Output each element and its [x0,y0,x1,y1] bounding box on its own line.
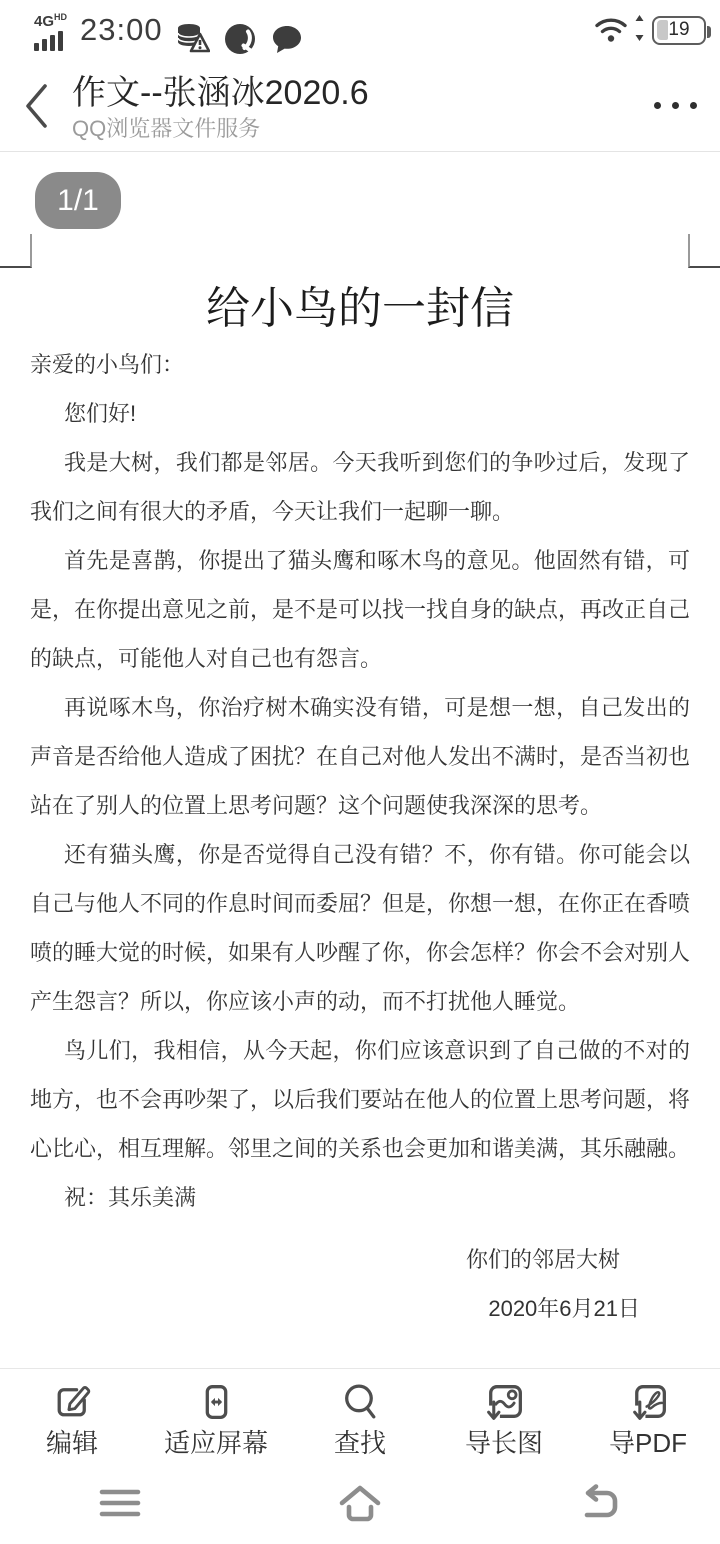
essay-title: 给小鸟的一封信 [206,284,514,333]
wifi-traffic-arrows-icon [634,13,645,47]
essay-paragraph: 再说啄木鸟，你治疗树木确实没有错，可是想一想，自己发出的声音是否给他人造成了困扰？在自己对他人发出不满时，是否当初也站在了别人的位置上思考问题？这个问题使我深深的思考。 [30,695,691,818]
edit-button[interactable] [0,1369,144,1462]
battery-percent: 19 [668,19,690,40]
essay-date: 2020年6月21日 [488,1296,640,1321]
essay-paragraph: 还有猫头鹰，你是否觉得自己没有错？不，你有错。你可能会以自己与他人不同的作息时间而委屈？但是，你想一想，在你正在香喷喷的睡大觉的时候，如果有人吵醒了你，你会怎样？你会不会对别人产生怨言？所以，你应该小声的动，而不打扰他人睡觉。 [30,842,691,1014]
toolbar-label: 适应屏幕 [163,1428,268,1458]
message-bubble-icon [270,22,304,60]
edit-icon [49,1376,96,1426]
document-page [0,268,720,1333]
toolbar-label: 查找 [333,1428,386,1458]
home-button[interactable] [240,1482,480,1524]
home-icon [334,1482,386,1524]
essay-wish: 祝：其乐美满 [64,1185,197,1210]
page-indicator-badge: 1/1 [35,172,121,229]
qq-browser-icon [223,22,257,60]
recents-menu-icon [95,1483,145,1523]
back-chevron-icon [22,82,50,130]
essay-signature: 你们的邻居大树 [465,1247,620,1272]
essay-paragraph: 鸟儿们，我相信，从今天起，你们应该意识到了自己做的不对的地方，也不会再吵架了，以后我们要站在他人的位置上思考问题，将心比心，相互理解。邻里之间的关系也会更加和谐美满，其乐融融。 [30,1038,691,1161]
toolbar-label: 编辑 [45,1428,98,1458]
more-options-icon [654,102,661,109]
file-source: QQ浏览器文件服务 [72,115,261,141]
export-pdf-button[interactable] [576,1369,720,1462]
back-return-icon [574,1482,626,1524]
fit-screen-button[interactable] [144,1369,288,1462]
toolbar-label: 导长图 [464,1428,543,1458]
document-header [0,60,720,152]
find-button[interactable] [288,1369,432,1462]
system-navbar [0,1462,720,1544]
battery-icon [652,16,706,45]
search-icon [337,1376,384,1426]
essay-paragraph: 我是大树，我们都是邻居。今天我听到您们的争吵过后，发现了我们之间有很大的矛盾，今天让我们一起聊一聊。 [30,450,690,524]
toolbar-label: 导PDF [608,1428,687,1458]
back-nav-button[interactable] [480,1482,720,1524]
wifi-icon [593,12,631,48]
export-pdf-icon [625,1376,672,1426]
bottom-toolbar [0,1368,720,1462]
file-title: 作文--张涵冰2020.6 [72,73,369,112]
recents-menu-button[interactable] [0,1483,240,1523]
export-long-image-icon [481,1376,528,1426]
storage-warning-icon [176,20,210,60]
essay-paragraph: 首先是喜鹊，你提出了猫头鹰和啄木鸟的意见。他固然有错，可是，在你提出意见之前，是不是可以找一找自身的缺点，再改正自己的缺点，可能他人对自己也有怨言。 [30,548,691,671]
essay-salutation: 亲爱的小鸟们： [30,352,185,377]
essay-greeting: 您们好! [64,401,137,426]
document-viewer[interactable] [0,153,720,1368]
signal-icon: $4G^{HD}$ [34,13,67,60]
page-corner-mark-right [688,234,720,268]
status-time: 23:00 [80,12,163,47]
export-long-image-button[interactable] [432,1369,576,1462]
page-corner-mark-left [0,234,32,268]
status-bar [0,0,720,60]
more-options-button[interactable] [630,60,720,152]
back-button[interactable] [0,60,72,152]
fit-screen-icon [193,1376,240,1426]
